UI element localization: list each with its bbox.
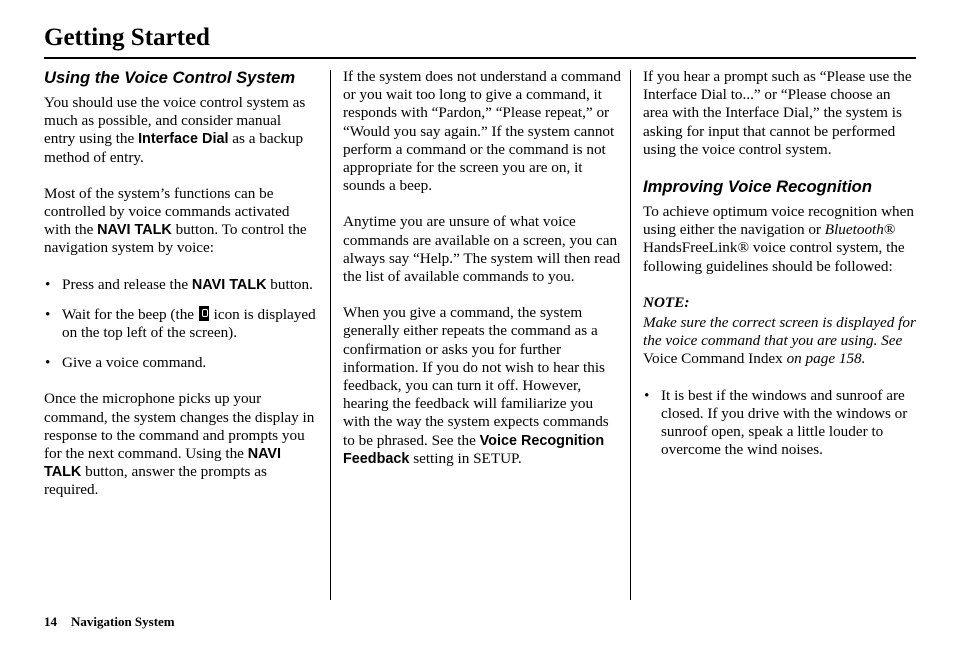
page-number: 14 [44, 614, 57, 629]
column-divider-1 [330, 70, 331, 600]
paragraph-intro: You should use the voice control system as much as possible, and consider manual entry using the Interface Dial as a backup method of entry. [44, 94, 306, 166]
page-footer [44, 614, 175, 630]
paragraph-prompts: Once the microphone picks up your command, the system changes the display in response to the command and prompts you for the next command. Using the NAVI TALK button, answer the prompts as required. [44, 390, 315, 499]
list-item: • Give a voice command. [44, 354, 316, 372]
list-item: • It is best if the windows and sunroof are closed. If you drive with the windows or sunroof open, speak a little louder to overcome the wind noises. [643, 387, 918, 460]
paragraph-functions: Most of the system’s functions can be controlled by voice commands activated with the NAVI TALK button. To control the navigation system by voice: [44, 184, 307, 257]
list-item: • Press and release the NAVI TALK button. [44, 276, 316, 294]
paragraph-feedback: When you give a command, the system generally either repeats the command as a confirmation or asks you for further information. If you do not wish to hear this feedback, you can turn it off. However, hearing the feedback will familiarize you with the way the system expects commands to be phrased. See the Voice Recognition Feedback setting in SETUP. [343, 304, 609, 467]
voice-recognition-feedback-label: Voice Recognition Feedback [343, 432, 605, 467]
note-body: Make sure the correct screen is displayed for the voice command that you are using. See Voice Command Index on page 158. [643, 314, 916, 368]
paragraph-interface-dial-prompt: If you hear a prompt such as “Please use the Interface Dial to...” or “Please choose an area with the Interface Dial,” the system is asking for input that cannot be performed using the voice control system. [643, 68, 912, 158]
section-heading-improving-recognition: Improving Voice Recognition [643, 177, 872, 197]
navi-talk-label: NAVI TALK [97, 222, 172, 239]
section-heading-voice-control: Using the Voice Control System [44, 68, 296, 87]
guidelines-list [643, 387, 918, 460]
microphone-icon [199, 306, 209, 321]
column-3 [643, 68, 918, 477]
interface-dial-label: Interface Dial [138, 131, 229, 148]
voice-command-index-link[interactable]: Voice Command Index [643, 350, 783, 368]
note-heading: NOTE: [643, 293, 690, 311]
page-title: Getting Started [44, 24, 210, 51]
paragraph-pardon: If the system does not understand a command or you wait too long to give a command, it responds with “Pardon,” “Please repeat,” or “Would you say again.” If the system cannot perform a command or the command is not appropriate for the screen you are on, it sounds a beep. [343, 68, 621, 195]
navi-talk-label: NAVI TALK [191, 276, 267, 293]
title-rule [44, 57, 916, 59]
paragraph-optimum: To achieve optimum voice recognition when using either the navigation or Bluetooth® HandsFreeLink® voice control system, the following guidelines should be followed: [643, 203, 914, 275]
column-1 [44, 68, 316, 518]
paragraph-help: Anytime you are unsure of what voice commands are available on a screen, you can always say “Help.” The system will then read the list of available commands to you. [343, 213, 621, 286]
column-divider-2 [630, 70, 631, 600]
steps-list [44, 276, 316, 373]
list-item: • Wait for the beep (the icon is displayed on the top left of the screen). [44, 306, 316, 342]
bluetooth-text: Bluetooth [824, 221, 884, 239]
column-2 [343, 68, 621, 486]
footer-label: Navigation System [71, 614, 175, 629]
navi-talk-label: NAVI TALK [44, 446, 282, 481]
